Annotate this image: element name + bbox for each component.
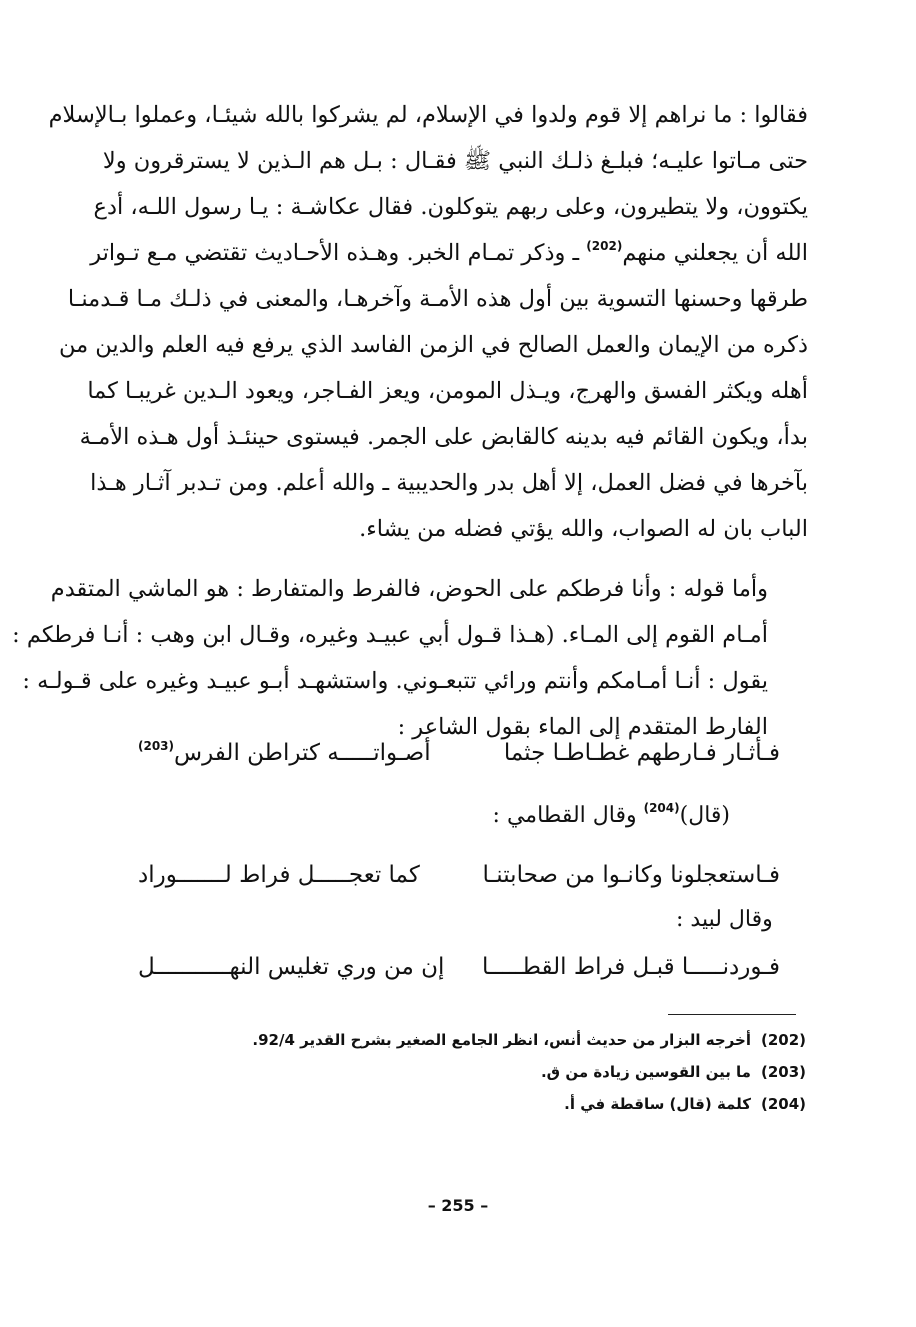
text-line: الباب بان له الصواب، والله يؤتي فضله من يشاء. xyxy=(359,516,808,542)
text-line: حتى مـاتوا عليـه؛ فبلـغ ذلـك النبي ﷺ فقـال : بـل هم الـذين لا يسترقرون ولا xyxy=(102,148,808,174)
verse-intro-labid: وقال لبيد : xyxy=(676,907,773,932)
verse-second-half xyxy=(138,730,431,776)
footnote-202 xyxy=(106,1024,806,1056)
text-line: طرقها وحسنها التسوية بين أول هذه الأمـة وآخرهـا، والمعنى في ذلـك مـا قـدمنـا xyxy=(67,286,808,312)
text-segment: وقال القطامي : xyxy=(492,803,644,828)
main-text xyxy=(12,92,808,750)
text-line: فقالوا : ما نراهم إلا قوم ولدوا في الإسلام، لم يشركوا بالله شيئـا، وعملوا بـالإسلام xyxy=(48,102,808,128)
text-segment: ـ وذكر تمـام الخبر. وهـذه الأحـاديث تقتضي مـع تـواتر xyxy=(90,240,580,266)
verse-second-half: كما تعجـــــل فراط لـــــــوراد xyxy=(138,862,420,888)
poetry-verse-1 xyxy=(108,730,808,776)
footnote-ref-204[interactable]: (204) xyxy=(643,801,680,815)
footnote-number: (204) xyxy=(760,1095,806,1113)
verse-second-half: إن من وري تغليس النهـــــــــــل xyxy=(138,954,445,980)
text-line: بدأ، ويكون القائم فيه بدينه كالقابض على الجمر. فيستوى حينئـذ أول هـذه الأمـة xyxy=(79,424,808,450)
text-line: أهله ويكثر الفسق والهرج، ويـذل المومن، ويعز الفـاجر، ويعود الـدين غريبـا كما xyxy=(87,378,808,404)
verse-intro-qutami xyxy=(493,796,730,836)
text-line: يكتوون، ولا يتطيرون، وعلى ربهم يتوكلون. فقال عكاشـة : يـا رسول اللـه، أدع xyxy=(93,194,808,220)
text-line: بآخرها في فضل العمل، إلا أهل بدر والحديبية ـ والله أعلم. ومن تـدبر آثـار هـذا xyxy=(90,470,808,496)
verse-first-half: فـاستعجلونا وكانـوا من صحابتنـا xyxy=(482,862,780,888)
page-number: – 255 – xyxy=(427,1196,489,1215)
paragraph-1 xyxy=(48,92,808,552)
footnote-203 xyxy=(106,1056,806,1088)
footnote-text: أخرجه البزار من حديث أنس، انظر الجامع الصغير بشرح القدير 92/4. xyxy=(252,1031,751,1049)
text-line: يقول : أنـا أمـامكم وأنتم ورائي تتبعـوني. واستشهـد أبـو عبيـد وغيره على قـولـه : xyxy=(22,668,768,694)
verse-first-half: فـأثـار فـارطهم غطـاطـا جثما xyxy=(503,740,780,766)
footnote-204 xyxy=(106,1088,806,1120)
paragraph-2 xyxy=(12,566,808,750)
footnote-text: كلمة (قال) ساقطة في أ. xyxy=(564,1095,751,1113)
poetry-verse-2 xyxy=(108,852,808,898)
text-line-with-footnote xyxy=(90,230,808,276)
text-line: ذكره من الإيمان والعمل الصالح في الزمن الفاسد الذي يرفع فيه العلم والدين من xyxy=(58,332,808,358)
verse-text: أصـواتـــــه كتراطن الفرس xyxy=(174,740,431,766)
text-line: وأما قوله : وأنا فرطكم على الحوض، فالفرط والمتفارط : هو الماشي المتقدم xyxy=(50,576,768,602)
footnote-number: (203) xyxy=(760,1063,806,1081)
text-segment: (قال) xyxy=(679,803,730,828)
footnote-ref-202[interactable]: (202) xyxy=(586,239,623,253)
text-line: أمـام القوم إلى المـاء. (هـذا قـول أبي عبيـد وغيره، وقـال ابن وهب : أنـا فرطكم : xyxy=(12,622,768,648)
footnote-number: (202) xyxy=(760,1031,806,1049)
footnote-separator xyxy=(668,1014,796,1015)
poetry-verse-3 xyxy=(108,944,808,990)
footnote-ref-203[interactable]: (203) xyxy=(138,739,175,753)
footnote-text: ما بين القوسين زيادة من ق. xyxy=(540,1063,751,1081)
footnotes xyxy=(106,1024,806,1120)
text-line: الفارط المتقدم إلى الماء بقول الشاعر : xyxy=(397,714,768,740)
text-segment: الله أن يجعلني منهم xyxy=(622,240,808,266)
verse-first-half: فـوردنـــــا قبـل فراط القطـــــا xyxy=(481,954,780,980)
